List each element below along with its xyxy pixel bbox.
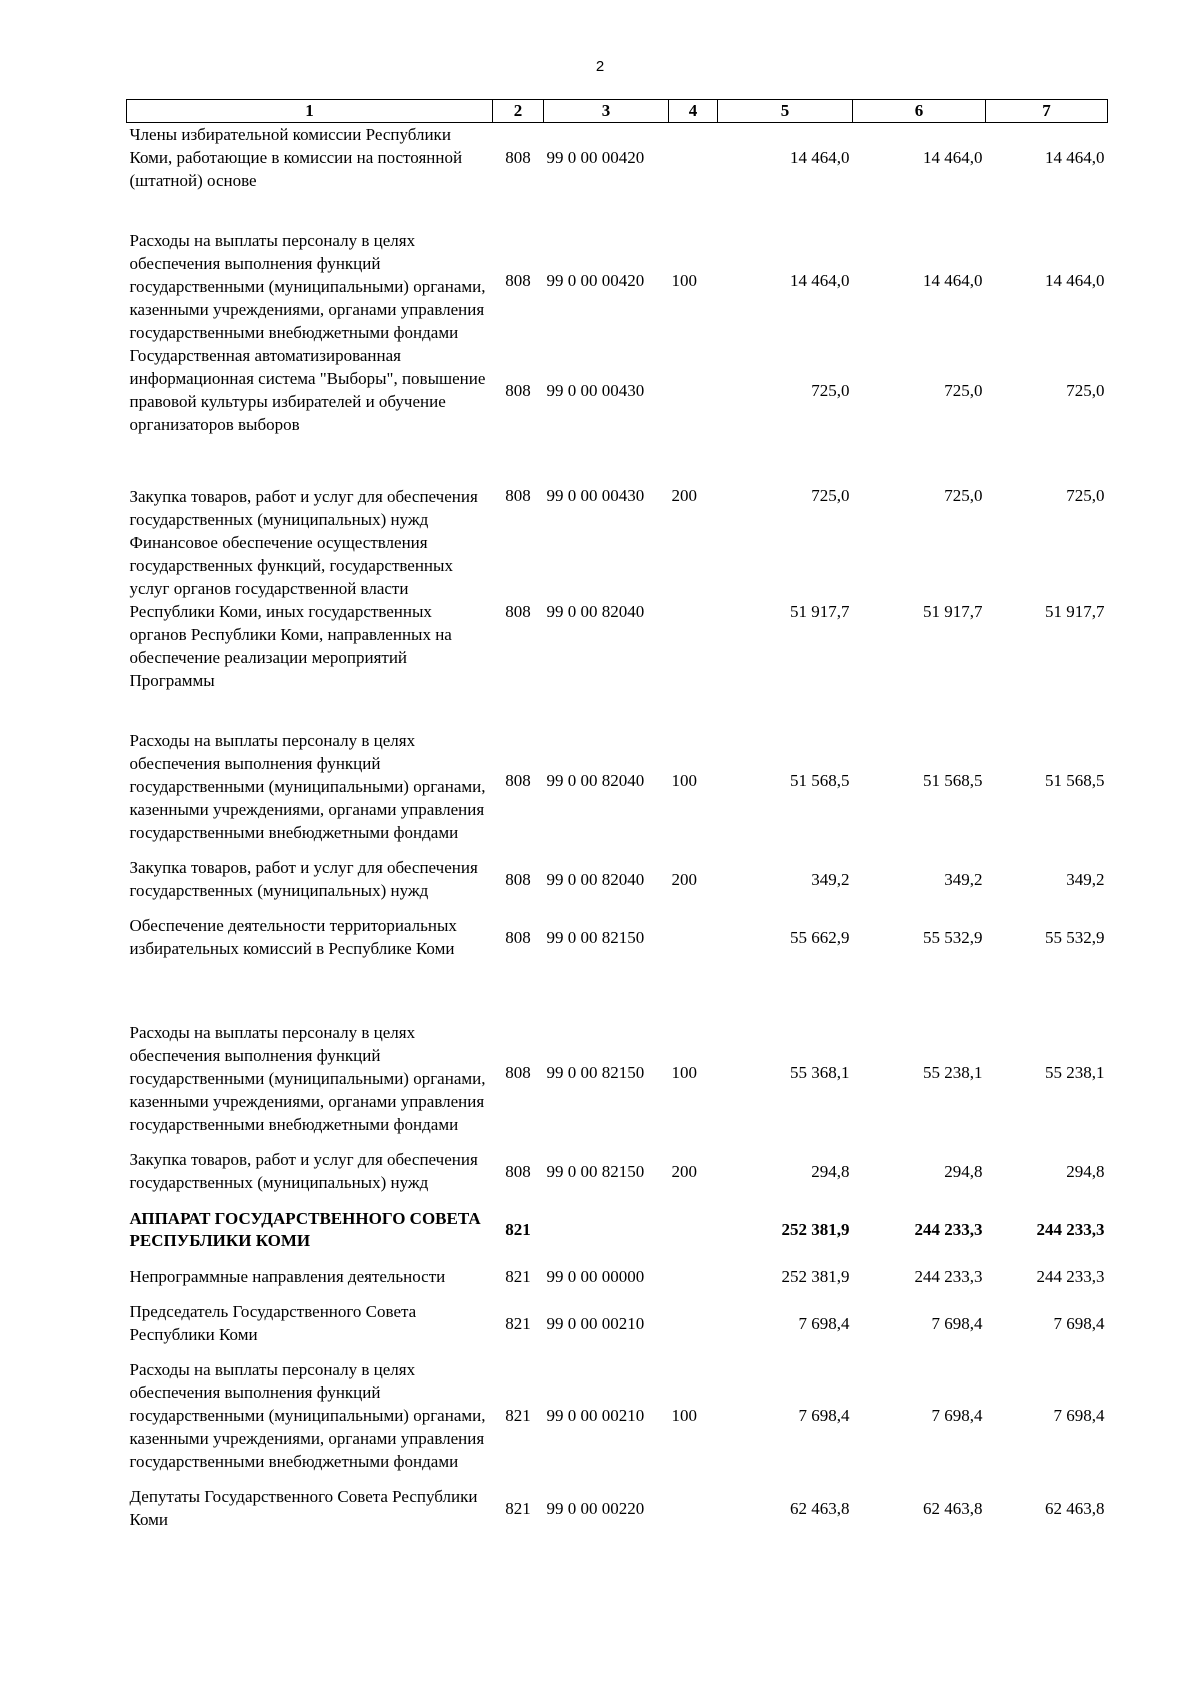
cell-col6: 349,2	[944, 869, 983, 889]
cell-code: 821	[505, 1498, 531, 1518]
cell-col7: 14 464,0	[1045, 148, 1105, 167]
cell-name: Закупка товаров, работ и услуг для обеспечения государственных (муниципальных) нужд	[129, 487, 478, 529]
table-row	[127, 984, 1108, 1136]
table-row	[127, 1485, 1108, 1531]
cell-name: Расходы на выплаты персоналу в целях обеспечения выполнения функций государственными (муниципальными) органами, казенными учреждениями, органами управления государственными внебюджетными фондами	[129, 1023, 486, 1134]
cell-name: Закупка товаров, работ и услуг для обеспечения государственных (муниципальных) нужд	[129, 1150, 478, 1192]
cell-name: Расходы на выплаты персоналу в целях обеспечения выполнения функций государственными (муниципальными) органами, казенными учреждениями, органами управления государственными внебюджетными фондами	[129, 731, 486, 842]
table-row	[127, 1346, 1108, 1485]
cell-col7: 294,8	[1066, 1161, 1105, 1181]
cell-col6: 725,0	[944, 380, 983, 400]
cell-col5: 725,0	[811, 486, 850, 505]
cell-name: Расходы на выплаты персоналу в целях обеспечения выполнения функций государственными (муниципальными) органами, казенными учреждениями, органами управления государственными внебюджетными фондами	[129, 231, 486, 342]
cell-target: 99 0 00 82040	[546, 770, 645, 790]
table-row	[127, 1206, 1108, 1253]
cell-name: Непрограммные направления деятельности	[129, 1267, 446, 1286]
cell-col7: 14 464,0	[1045, 270, 1105, 290]
cell-type	[669, 123, 718, 193]
cell-type: 200	[671, 486, 697, 505]
cell-code: 821	[505, 1406, 531, 1425]
cell-type: 100	[671, 1406, 697, 1425]
cell-col6: 55 532,9	[923, 927, 983, 947]
cell-type	[669, 1485, 718, 1531]
cell-col6: 14 464,0	[923, 148, 983, 167]
cell-col5: 7 698,4	[798, 1406, 850, 1425]
cell-target: 99 0 00 00220	[546, 1498, 645, 1518]
cell-code: 821	[505, 1267, 531, 1286]
cell-target: 99 0 00 00430	[546, 486, 645, 505]
page-number: 2	[595, 58, 605, 75]
cell-target: 99 0 00 00000	[546, 1267, 645, 1286]
cell-col6: 244 233,3	[914, 1267, 983, 1286]
cell-col5: 14 464,0	[790, 148, 850, 167]
cell-target: 99 0 00 82040	[546, 602, 645, 621]
cell-code: 808	[505, 1062, 531, 1082]
table-row	[127, 436, 1108, 531]
cell-code: 808	[505, 486, 531, 505]
table-row	[127, 1253, 1108, 1300]
cell-name: Депутаты Государственного Совета Республики Коми	[129, 1487, 478, 1529]
cell-type: 100	[671, 270, 697, 290]
cell-col7: 51 917,7	[1045, 602, 1105, 621]
cell-col7: 244 233,3	[1036, 1267, 1105, 1286]
table-body	[127, 123, 1108, 1532]
cell-col5: 7 698,4	[798, 1313, 850, 1333]
cell-col7: 725,0	[1066, 486, 1105, 505]
cell-name: Председатель Государственного Совета Республики Коми	[129, 1302, 417, 1344]
cell-type: 100	[671, 770, 697, 790]
cell-col5: 55 662,9	[790, 927, 850, 947]
cell-col6: 62 463,8	[923, 1498, 983, 1518]
cell-type	[669, 1206, 718, 1253]
cell-name: Закупка товаров, работ и услуг для обеспечения государственных (муниципальных) нужд	[129, 858, 478, 900]
cell-col5: 294,8	[811, 1161, 850, 1181]
cell-code: 808	[505, 148, 531, 167]
cell-col6: 14 464,0	[923, 270, 983, 290]
cell-col6: 244 233,3	[914, 1220, 983, 1239]
header-col-1: 1	[127, 100, 493, 123]
cell-col7: 62 463,8	[1045, 1498, 1105, 1518]
table-row	[127, 914, 1108, 984]
cell-type	[669, 1300, 718, 1346]
cell-name: Государственная автоматизированная информационная система "Выборы", повышение правовой культуры избирателей и обучение организаторов выборов	[129, 346, 486, 434]
cell-col5: 14 464,0	[790, 270, 850, 290]
table-row	[127, 123, 1108, 193]
cell-col7: 55 238,1	[1045, 1062, 1105, 1082]
cell-col7: 51 568,5	[1045, 770, 1105, 790]
cell-target: 99 0 00 82040	[546, 869, 645, 889]
cell-target: 99 0 00 00210	[546, 1406, 645, 1425]
cell-type	[669, 1253, 718, 1300]
cell-target: 99 0 00 82150	[546, 1062, 645, 1082]
cell-code: 821	[505, 1220, 531, 1239]
cell-code: 808	[505, 270, 531, 290]
budget-table	[126, 99, 1108, 1531]
cell-col5: 62 463,8	[790, 1498, 850, 1518]
cell-type	[669, 914, 718, 984]
header-col-5: 5	[718, 100, 853, 123]
cell-col7: 7 698,4	[1053, 1406, 1105, 1425]
header-col-7: 7	[986, 100, 1108, 123]
header-col-4: 4	[669, 100, 718, 123]
cell-target: 99 0 00 00210	[546, 1313, 645, 1333]
cell-col6: 7 698,4	[931, 1313, 983, 1333]
cell-col5: 725,0	[811, 380, 850, 400]
cell-col6: 725,0	[944, 486, 983, 505]
cell-type	[669, 531, 718, 692]
cell-col7: 349,2	[1066, 869, 1105, 889]
table-row	[127, 344, 1108, 436]
cell-code: 808	[505, 927, 531, 947]
header-col-6: 6	[853, 100, 986, 123]
cell-col5: 51 568,5	[790, 770, 850, 790]
cell-col6: 51 568,5	[923, 770, 983, 790]
table-row	[127, 1136, 1108, 1206]
cell-target: 99 0 00 82150	[546, 927, 645, 947]
cell-name: Члены избирательной комиссии Республики Коми, работающие в комиссии на постоянной (штатной) основе	[129, 125, 463, 190]
cell-col7: 55 532,9	[1045, 927, 1105, 947]
cell-col5: 55 368,1	[790, 1062, 850, 1082]
cell-col5: 51 917,7	[790, 602, 850, 621]
cell-code: 808	[505, 869, 531, 889]
cell-type: 200	[671, 1161, 697, 1181]
header-col-3: 3	[544, 100, 669, 123]
cell-col7: 244 233,3	[1036, 1220, 1105, 1239]
cell-code: 808	[505, 1161, 531, 1181]
cell-col6: 7 698,4	[931, 1406, 983, 1425]
cell-col6: 51 917,7	[923, 602, 983, 621]
cell-code: 808	[505, 602, 531, 621]
cell-code: 808	[505, 770, 531, 790]
cell-target: 99 0 00 00420	[546, 270, 645, 290]
cell-type: 200	[671, 869, 697, 889]
table-row	[127, 844, 1108, 914]
cell-col5: 252 381,9	[781, 1220, 850, 1239]
header-row	[127, 100, 1108, 123]
cell-type	[669, 344, 718, 436]
cell-target: 99 0 00 82150	[546, 1161, 645, 1181]
cell-name: Обеспечение деятельности территориальных избирательных комиссий в Республике Коми	[129, 916, 457, 958]
cell-col7: 7 698,4	[1053, 1313, 1105, 1333]
cell-name: АППАРАТ ГОСУДАРСТВЕННОГО СОВЕТА РЕСПУБЛИКИ КОМИ	[129, 1208, 481, 1250]
cell-target	[544, 1206, 669, 1253]
cell-code: 808	[505, 380, 531, 400]
cell-col6: 294,8	[944, 1161, 983, 1181]
cell-target: 99 0 00 00430	[546, 380, 645, 400]
cell-col6: 55 238,1	[923, 1062, 983, 1082]
cell-col5: 252 381,9	[781, 1267, 850, 1286]
cell-name: Финансовое обеспечение осуществления государственных функций, государственных услуг органов государственной власти Республики Коми, иных государственных органов Республики Коми, направленных на обеспечение реализации мероприятий Программы	[129, 533, 453, 690]
cell-col7: 725,0	[1066, 380, 1105, 400]
cell-type: 100	[671, 1062, 697, 1082]
table-row	[127, 692, 1108, 844]
table-row	[127, 531, 1108, 692]
cell-target: 99 0 00 00420	[546, 148, 645, 167]
cell-code: 821	[505, 1313, 531, 1333]
header-col-2: 2	[493, 100, 544, 123]
table-row	[127, 1300, 1108, 1346]
cell-col5: 349,2	[811, 869, 850, 889]
cell-name: Расходы на выплаты персоналу в целях обеспечения выполнения функций государственными (муниципальными) органами, казенными учреждениями, органами управления государственными внебюджетными фондами	[129, 1360, 486, 1471]
table-row	[127, 192, 1108, 344]
